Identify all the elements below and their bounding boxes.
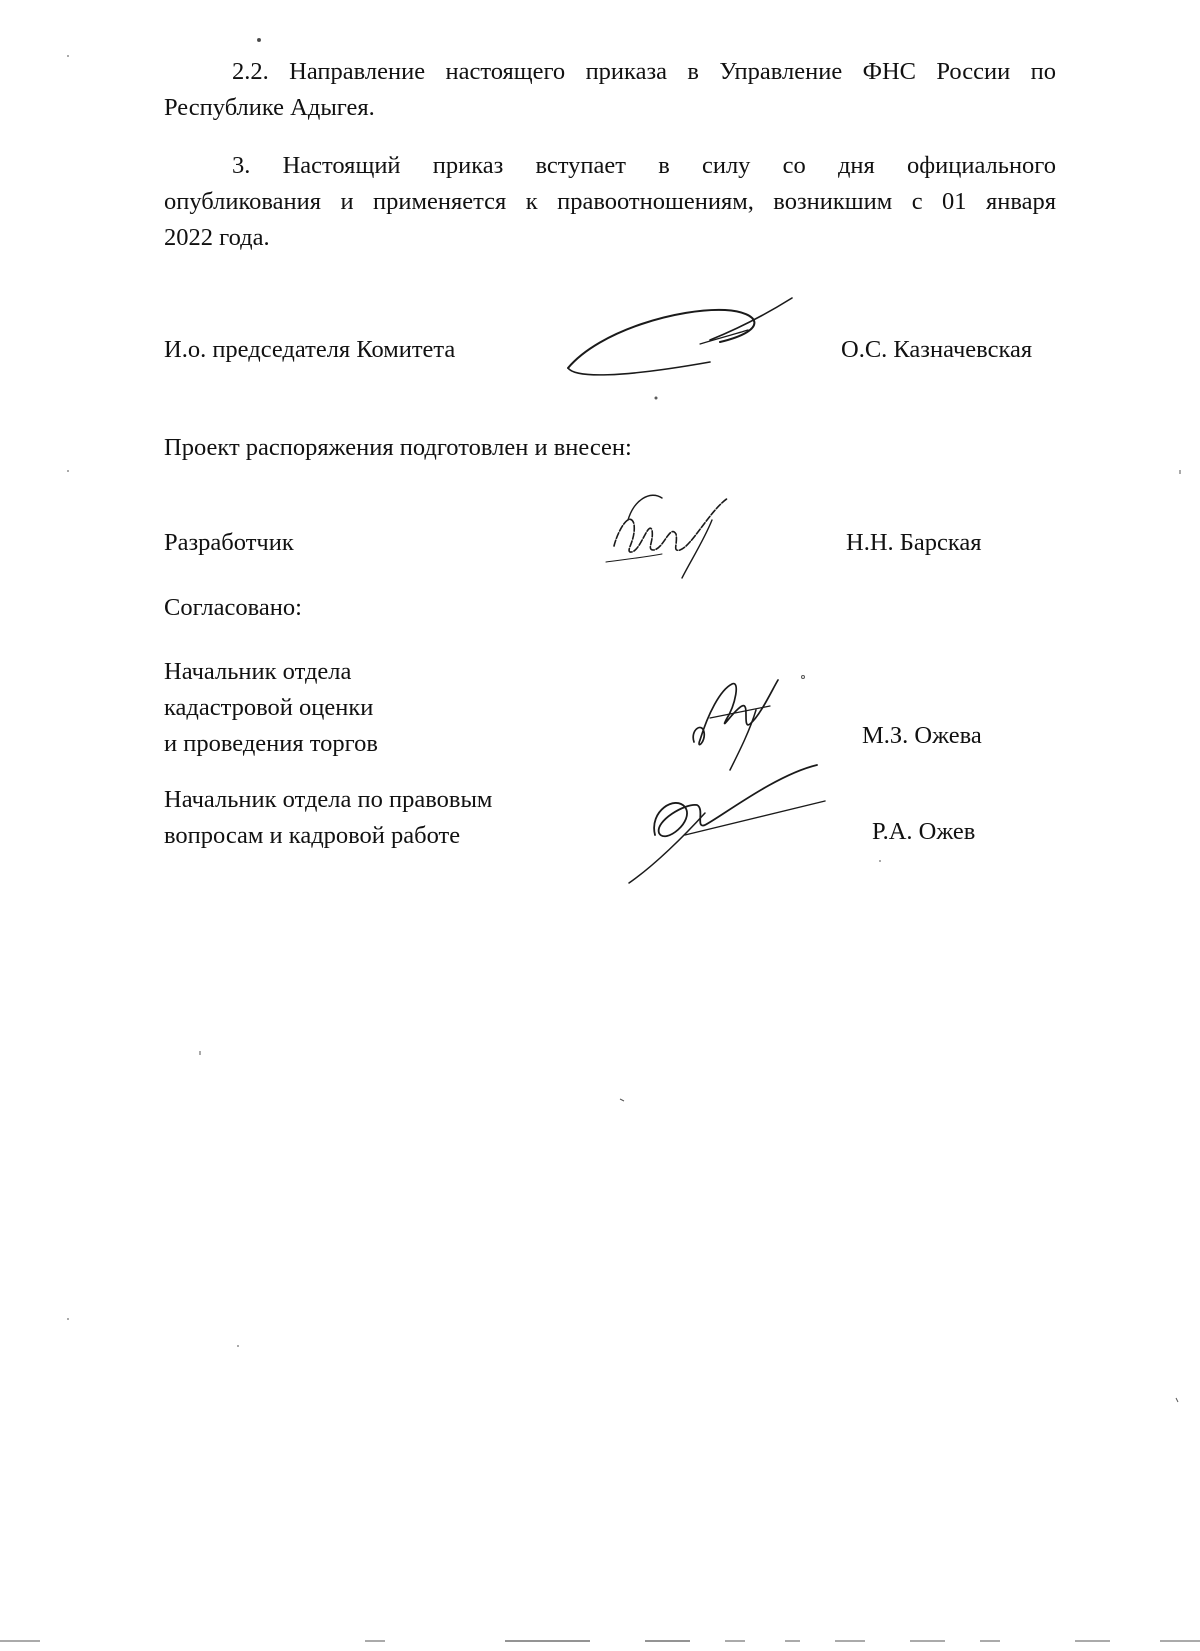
developer-title: Разработчик [164, 529, 294, 556]
chair-signature [560, 290, 810, 400]
project-note: Проект распоряжения подготовлен и внесен: [164, 434, 632, 461]
developer-signature [600, 490, 750, 590]
paragraph-3-line-1: 3. Настоящий приказ вступает в силу со дня официального [232, 152, 1056, 179]
legal-head-signature [625, 755, 835, 885]
paragraph-3 [164, 148, 1056, 256]
legal-head-name: Р.А. Ожев [872, 818, 976, 845]
cadastral-head-title: Начальник отдела кадастровой оценки и проведения торгов [164, 658, 378, 757]
cadastral-head-name: М.З. Ожева [862, 722, 982, 749]
chair-name: О.С. Казначевская [841, 336, 1033, 363]
chair-title: И.о. председателя Комитета [164, 336, 456, 363]
paragraph-2-2 [164, 54, 1056, 126]
developer-name: Н.Н. Барская [846, 529, 982, 556]
agreed-label: Согласовано: [164, 594, 302, 621]
paragraph-3-line-2: опубликования и применяется к правоотношениям, возникшим с 01 января [164, 188, 1056, 215]
paragraph-3-line-3: 2022 года. [164, 224, 270, 251]
paragraph-2-2-line-2: Республике Адыгея. [164, 94, 375, 121]
legal-head-title: Начальник отдела по правовым вопросам и кадровой работе [164, 786, 493, 849]
paragraph-2-2-line-1: 2.2. Направление настоящего приказа в Управление ФНС России по [232, 58, 1056, 85]
